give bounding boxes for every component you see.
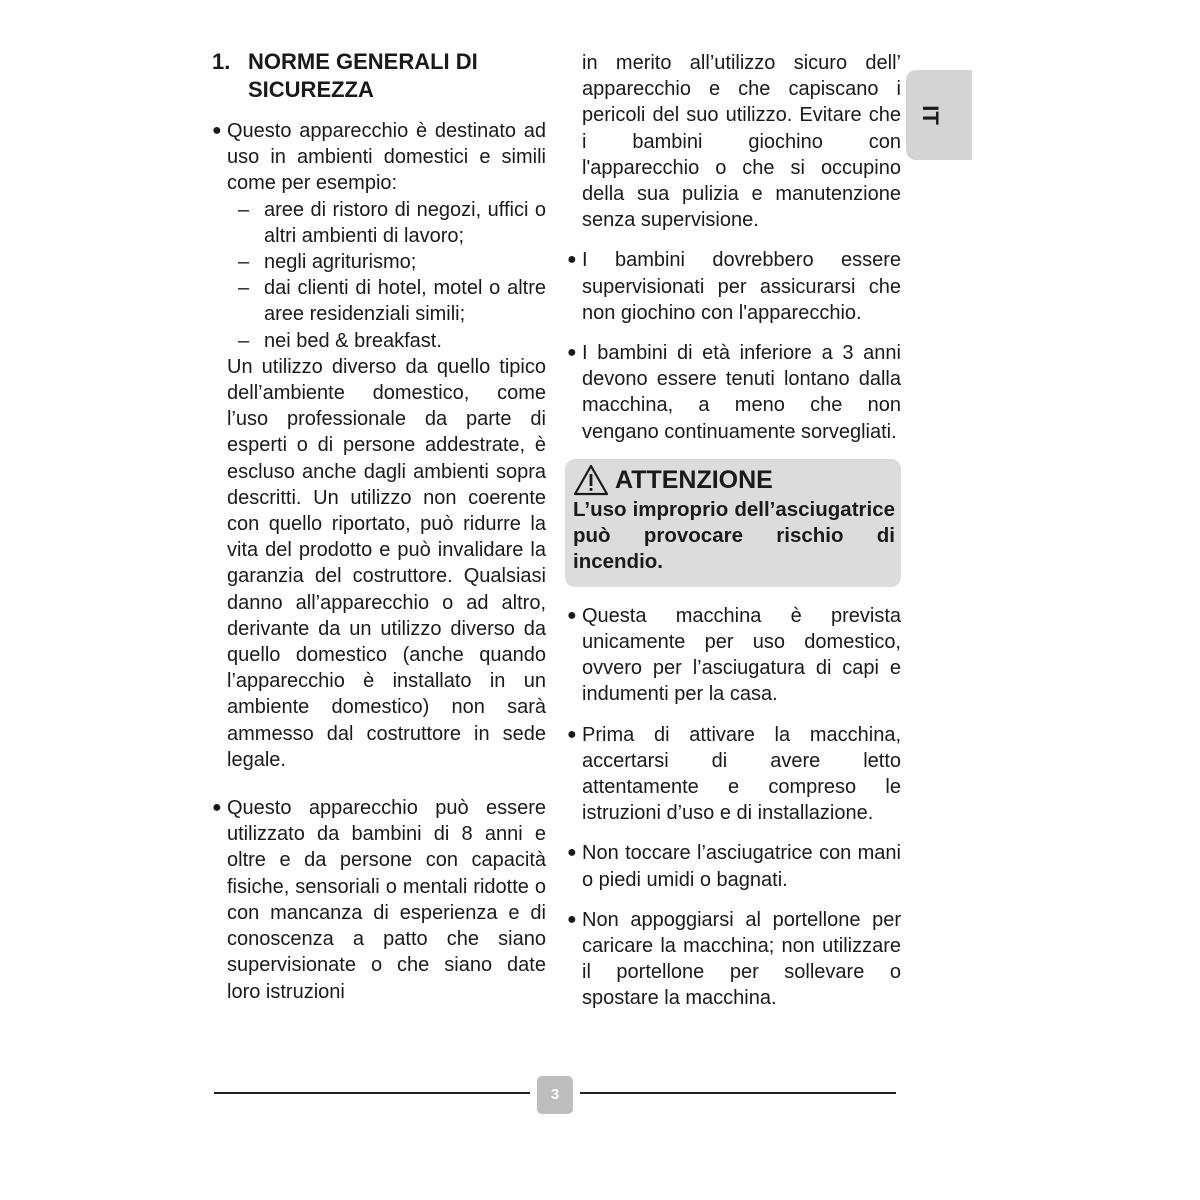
bullet-item: [567, 340, 901, 445]
dash-text: negli agriturismo;: [264, 251, 417, 274]
bullet-text: I bambini dovrebbero essere supervisionati per assicurarsi che non giochino con l'apparecchio.: [582, 249, 901, 324]
section-heading: [212, 48, 546, 104]
paragraph: Un utilizzo diverso da quello tipico dell’ambiente domestico, come l’uso professionale da parte di esperti o di persone addestrate, è escluso anche dagli ambienti sopra descritti. Un utilizzo non coerente con quello riportato, può ridurre la vita del prodotto e può invalidare la garanzia del costruttore. Qualsiasi danno all’apparecchio o ad altro, derivante da un utilizzo diverso da quello domestico (anche quando l’apparecchio è installato in un ambiente domestico) non sarà ammesso dal costruttore in sede legale.: [227, 355, 546, 771]
bullet-item: [567, 840, 901, 892]
bullet-item: [567, 603, 901, 708]
bullet-text: Prima di attivare la macchina, accertarsi di avere letto attentamente e compreso le istruzioni d’uso e di installazione.: [582, 723, 901, 825]
bullet-icon: ●: [567, 251, 577, 269]
bullet-text: Questo apparecchio è destinato ad uso in ambienti domestici e simili come per esempio:: [227, 120, 546, 195]
footer-divider-left: [214, 1092, 530, 1094]
footer-divider-right: [580, 1092, 896, 1094]
warning-triangle-icon: [573, 464, 609, 496]
warning-text: L’uso improprio dell’asciugatrice può provocare rischio di incendio.: [573, 497, 895, 573]
bullet-icon: ●: [567, 910, 577, 928]
dash-icon: –: [238, 277, 250, 300]
warning-box: [565, 459, 901, 587]
dash-item: [212, 197, 546, 249]
dash-text: dai clienti di hotel, motel o altre aree residenziali simili;: [264, 277, 546, 326]
language-tab: [906, 70, 972, 160]
bullet-icon: ●: [567, 725, 577, 743]
paragraph: in merito all’utilizzo sicuro dell’ apparecchio e che capiscano i pericoli del suo utilizzo. Evitare che i bambini giochino con l'apparecchio o che si occupino della sua pulizia e manutenzione senza supervisione.: [582, 52, 901, 232]
bullet-icon: ●: [212, 122, 222, 139]
bullet-icon: ●: [567, 844, 577, 862]
bullet-text: Questo apparecchio può essere utilizzato da bambini di 8 anni e oltre e da persone con capacità fisiche, sensoriali o mentali ridotte o con mancanza di esperienza e di conoscenza a patto che siano supervisionate o che siano date loro istruzioni: [227, 797, 546, 1003]
dash-icon: –: [238, 251, 250, 274]
bullet-item: [567, 907, 901, 1012]
page-number: 3: [537, 1076, 573, 1114]
bullet-text: I bambini di età inferiore a 3 anni devono essere tenuti lontano dalla macchina, a meno che non vengano continuamente sorvegliati.: [582, 342, 901, 443]
right-column: [567, 50, 901, 1012]
warning-title-text: ATTENZIONE: [615, 465, 773, 494]
bullet-item: [212, 795, 546, 1005]
left-column: [212, 48, 546, 1005]
bullet-text: Non appoggiarsi al portellone per caricare la macchina; non utilizzare il portellone per sollevare o spostare la macchina.: [582, 908, 901, 1010]
bullet-item: [567, 247, 901, 326]
dash-icon: –: [238, 329, 250, 352]
dash-item: [212, 249, 546, 275]
section-title: NORME GENERALI DI SICUREZZA: [248, 49, 478, 102]
bullet-text: Non toccare l’asciugatrice con mani o piedi umidi o bagnati.: [582, 842, 901, 891]
dash-item: [212, 328, 546, 354]
bullet-icon: ●: [212, 799, 222, 817]
bullet-text: Questa macchina è prevista unicamente per uso domestico, ovvero per l’asciugatura di capi e indumenti per la casa.: [582, 604, 901, 706]
dash-icon: –: [238, 198, 250, 221]
dash-text: nei bed & breakfast.: [264, 329, 442, 352]
dash-item: [212, 275, 546, 327]
language-tab-label: IT: [918, 105, 943, 125]
dash-text: aree di ristoro di negozi, uffici o altri ambienti di lavoro;: [264, 198, 546, 247]
warning-title: [573, 463, 895, 497]
bullet-item: [212, 118, 546, 197]
section-number: 1.: [212, 49, 231, 74]
bullet-icon: ●: [567, 606, 577, 624]
bullet-icon: ●: [567, 344, 577, 362]
bullet-item: [567, 722, 901, 827]
